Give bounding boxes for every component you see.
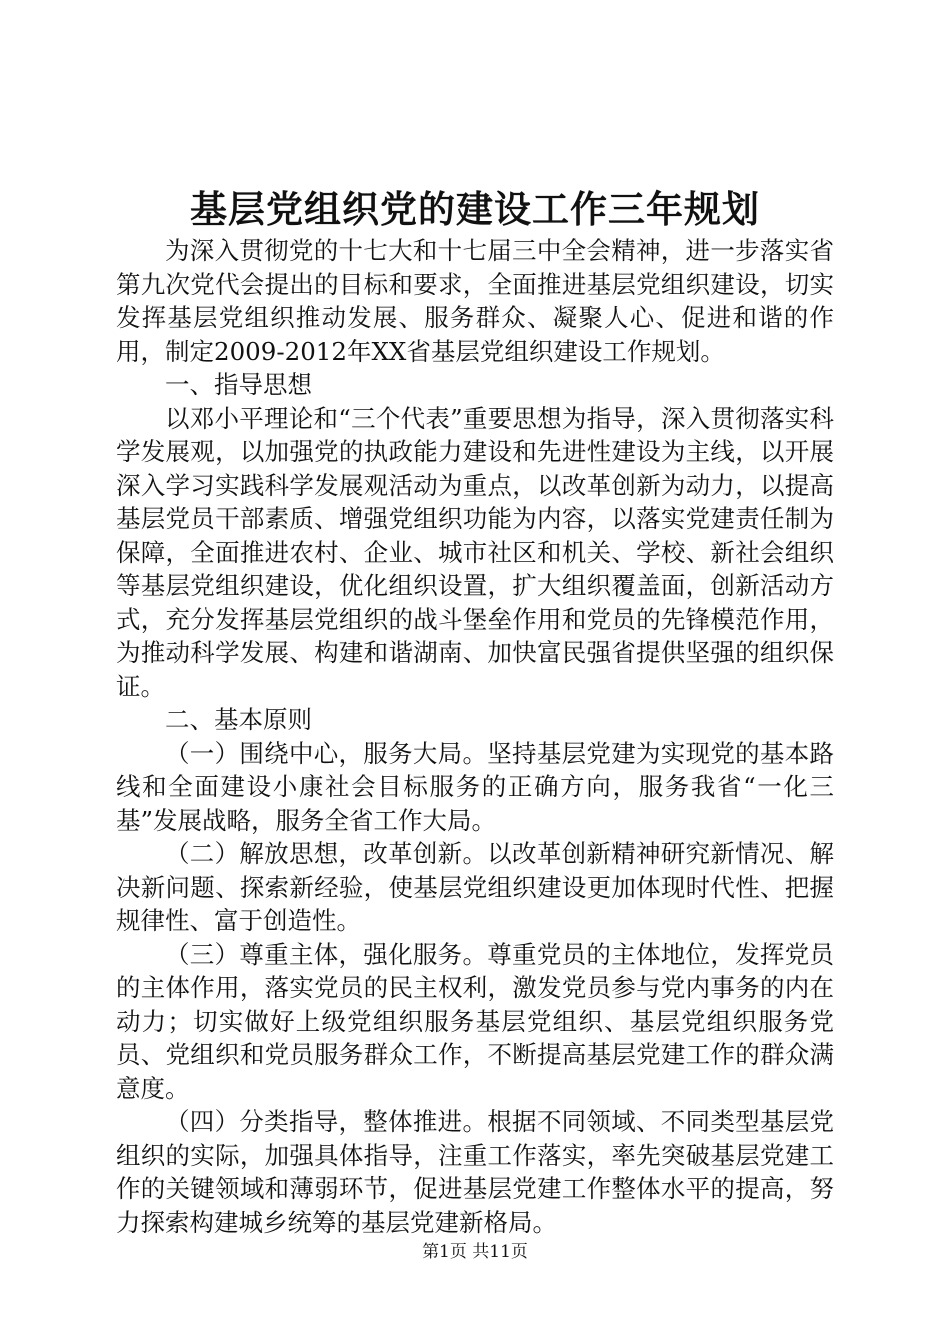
intro-paragraph: 为深入贯彻党的十七大和十七届三中全会精神，进一步落实省第九次党代会提出的目标和要求，全面推进基层党组织建设，切实发挥基层党组织推动发展、服务群众、凝聚人心、促进和谐的作用，制定2009-2012年XX省基层党组织建设工作规划。 [116, 236, 834, 366]
principle-paragraph-3: （三）尊重主体，强化服务。尊重党员的主体地位，发挥党员的主体作用，落实党员的民主权利，激发党员参与党内事务的内在动力；切实做好上级党组织服务基层党组织、基层党组织服务党员、党组织和党员服务群众工作，不断提高基层党建工作的群众满意度。 [116, 939, 834, 1103]
section-heading-basic-principles: 二、基本原则 [165, 705, 312, 734]
document-body [116, 234, 834, 1239]
principle-paragraph-1: （一）围绕中心，服务大局。坚持基层党建为实现党的基本路线和全面建设小康社会目标服务的正确方向，服务我省“一化三基”发展战略，服务全省工作大局。 [116, 738, 834, 835]
page-number: 第1页 [422, 1242, 467, 1262]
page-total: 共11页 [472, 1242, 528, 1262]
guiding-ideology-paragraph: 以邓小平理论和“三个代表”重要思想为指导，深入贯彻落实科学发展观，以加强党的执政能力建设和先进性建设为主线，以开展深入学习实践科学发展观活动为重点，以改革创新为动力，以提高基层党员干部素质、增强党组织功能为内容，以落实党建责任制为保障，全面推进农村、企业、城市社区和机关、学校、新社会组织等基层党组织建设，优化组织设置，扩大组织覆盖面，创新活动方式，充分发挥基层党组织的战斗堡垒作用和党员的先锋模范作用，为推动科学发展、构建和谐湖南、加快富民强省提供坚强的组织保证。 [116, 403, 834, 701]
section-heading-guiding-ideology: 一、指导思想 [165, 370, 312, 399]
principle-paragraph-2: （二）解放思想，改革创新。以改革创新精神研究新情况、解决新问题、探索新经验，使基层党组织建设更加体现时代性、把握规律性、富于创造性。 [116, 839, 834, 935]
principle-paragraph-4: （四）分类指导，整体推进。根据不同领域、不同类型基层党组织的实际，加强具体指导，注重工作落实，率先突破基层党建工作的关键领域和薄弱环节，促进基层党建工作整体水平的提高，努力探索构建城乡统筹的基层党建新格局。 [116, 1107, 834, 1237]
page-footer [0, 1240, 950, 1264]
document-title: 基层党组织党的建设工作三年规划 [190, 187, 760, 231]
